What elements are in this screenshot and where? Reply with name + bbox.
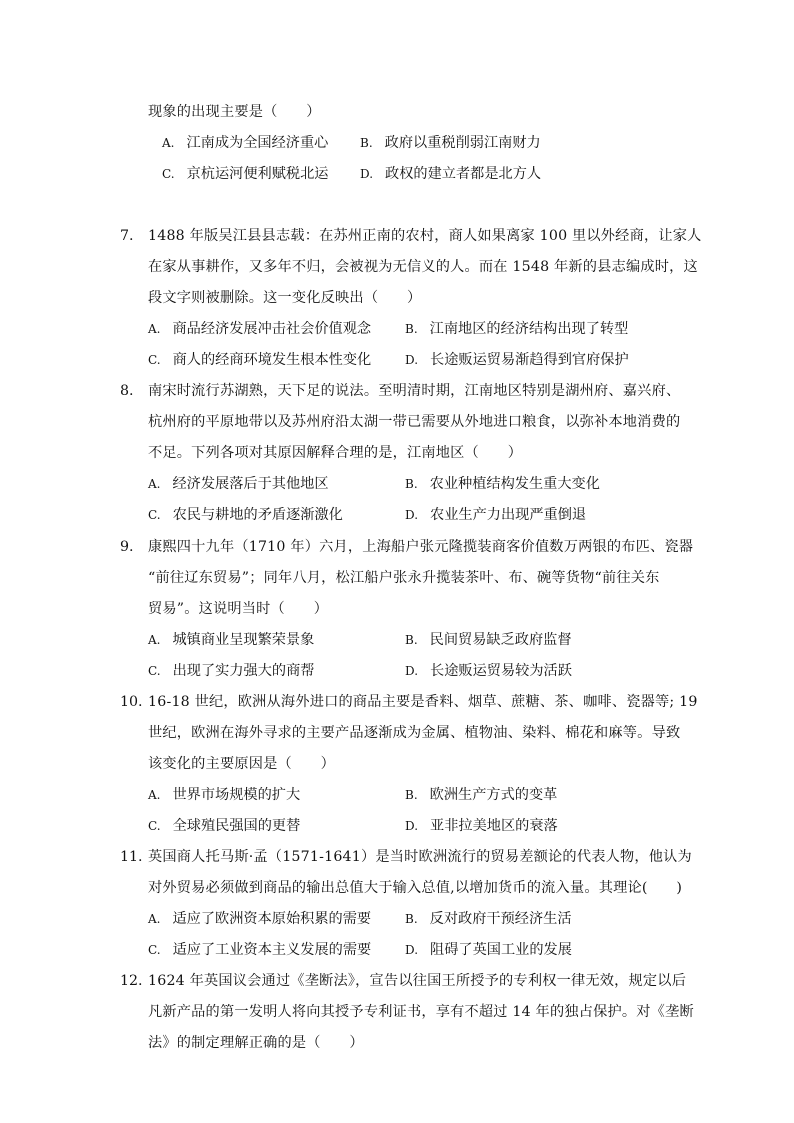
- option-letter: A.: [148, 633, 161, 647]
- q11-option-c: [148, 940, 371, 960]
- question-text-line: 该变化的主要原因是（ ）: [148, 756, 336, 772]
- option-letter: B.: [405, 322, 418, 336]
- option-text: 京杭运河便利赋税北运: [186, 166, 329, 182]
- option-text: 商品经济发展冲击社会价值观念: [172, 321, 372, 337]
- q10-option-c: [148, 816, 300, 836]
- question-number: 8.: [120, 383, 134, 399]
- option-text: 长途贩运贸易较为活跃: [430, 663, 572, 679]
- question-text-line: 南宋时流行苏湖熟，天下足的说法。至明清时期，江南地区特别是湖州府、嘉兴府、: [148, 383, 681, 399]
- q8-option-d: [405, 505, 586, 525]
- question-text-line: 不足。下列各项对其原因解释合理的是，江南地区（ ）: [148, 445, 523, 461]
- question-text-line: 英国商人托马斯·孟（1571-1641）是当时欧洲流行的贸易差额论的代表人物，他认为: [148, 849, 692, 865]
- option-text: 民间贸易缺乏政府监督: [429, 632, 572, 648]
- option-letter: A.: [148, 322, 161, 336]
- question-number: 12.: [120, 973, 143, 989]
- q7-option-c: [148, 350, 371, 370]
- question-number: 11.: [120, 849, 143, 865]
- option-letter: D.: [360, 167, 374, 181]
- option-letter: C.: [148, 508, 161, 522]
- q9-option-b: [405, 630, 572, 650]
- question-number: 9.: [120, 539, 134, 555]
- option-text: 出现了实力强大的商帮: [172, 663, 315, 679]
- q9-option-c: [148, 661, 314, 681]
- option-text: 政权的建立者都是北方人: [385, 166, 542, 182]
- option-letter: C.: [148, 943, 161, 957]
- q6-option-b: [360, 133, 541, 153]
- option-letter: C.: [148, 353, 161, 367]
- question-text-line: 贸易”。这说明当时（ ）: [148, 601, 329, 617]
- option-text: 适应了欧洲资本原始积累的需要: [172, 911, 372, 927]
- option-text: 欧洲生产方式的变革: [429, 787, 558, 803]
- option-text: 农业生产力出现严重倒退: [430, 507, 587, 523]
- q7-option-d: [405, 350, 629, 370]
- question-text-line: 16-18 世纪，欧洲从海外进口的商品主要是香料、烟草、蔗糖、茶、咖啡、瓷器等; 19: [148, 694, 698, 710]
- option-letter: B.: [405, 477, 418, 491]
- question-text-line: 1624 年英国议会通过《垄断法》，宣告以往国王所授予的专利权一律无效，规定以后: [148, 973, 687, 989]
- option-letter: D.: [405, 353, 419, 367]
- q9-option-a: [148, 630, 314, 650]
- q10-option-b: [405, 785, 557, 805]
- option-text: 阻碍了英国工业的发展: [430, 942, 572, 958]
- option-text: 反对政府干预经济生活: [429, 911, 572, 927]
- option-letter: A.: [162, 136, 175, 150]
- option-letter: C.: [148, 664, 161, 678]
- option-letter: B.: [360, 136, 373, 150]
- question-text-line: 对外贸易必须做到商品的输出总值大于输入总值,以增加货币的流入量。其理论( ): [148, 880, 683, 896]
- option-letter: B.: [405, 912, 418, 926]
- q11-option-a: [148, 909, 371, 929]
- q6-option-a: [162, 133, 328, 153]
- option-text: 亚非拉美地区的衰落: [430, 818, 558, 834]
- option-letter: D.: [405, 508, 419, 522]
- option-text: 适应了工业资本主义发展的需要: [172, 942, 372, 958]
- q6-option-d: [360, 164, 541, 184]
- option-text: 政府以重税削弱江南财力: [384, 135, 541, 151]
- q11-option-d: [405, 940, 572, 960]
- option-text: 江南成为全国经济重心: [186, 135, 329, 151]
- q8-option-c: [148, 505, 343, 525]
- question-text-line: 法》的制定理解正确的是（ ）: [148, 1035, 364, 1051]
- q11-option-b: [405, 909, 572, 929]
- question-text-line: 1488 年版吴江县县志载：在苏州正南的农村，商人如果离家 100 里以外经商，让家人: [148, 228, 702, 244]
- option-letter: A.: [148, 788, 161, 802]
- question-text-line: “前往辽东贸易”；同年八月，松江船户张永升揽装茶叶、布、碗等货物“前往关东: [148, 570, 660, 586]
- option-text: 商人的经商环境发生根本性变化: [172, 352, 372, 368]
- option-letter: C.: [148, 819, 161, 833]
- option-text: 经济发展落后于其他地区: [172, 476, 329, 492]
- question-text-line: 段文字则被删除。这一变化反映出（ ）: [148, 290, 422, 306]
- option-letter: A.: [148, 912, 161, 926]
- question-6-stem-continuation: 现象的出现主要是（ ）: [148, 104, 321, 120]
- option-letter: A.: [148, 477, 161, 491]
- option-letter: D.: [405, 819, 419, 833]
- q10-option-d: [405, 816, 558, 836]
- q8-option-b: [405, 474, 600, 494]
- question-text-line: 世纪，欧洲在海外寻求的主要产品逐渐成为金属、植物油、染料、棉花和麻等。导致: [148, 725, 681, 741]
- option-letter: D.: [405, 943, 419, 957]
- option-letter: B.: [405, 788, 418, 802]
- option-letter: B.: [405, 633, 418, 647]
- option-letter: C.: [162, 167, 175, 181]
- option-text: 全球殖民强国的更替: [172, 818, 301, 834]
- q10-option-a: [148, 785, 300, 805]
- q7-option-b: [405, 319, 628, 339]
- option-text: 世界市场规模的扩大: [172, 787, 301, 803]
- option-letter: D.: [405, 664, 419, 678]
- question-number: 10.: [120, 694, 143, 710]
- option-text: 农民与耕地的矛盾逐渐激化: [172, 507, 343, 523]
- q9-option-d: [405, 661, 572, 681]
- question-text-line: 康熙四十九年（1710 年）六月，上海船户张元隆揽装商客价值数万两银的布匹、瓷器: [148, 539, 694, 555]
- q6-option-c: [162, 164, 328, 184]
- question-text-line: 杭州府的平原地带以及苏州府沿太湖一带已需要从外地进口粮食，以弥补本地消费的: [148, 414, 681, 430]
- question-number: 7.: [120, 228, 134, 244]
- q8-option-a: [148, 474, 329, 494]
- option-text: 江南地区的经济结构出现了转型: [429, 321, 629, 337]
- q7-option-a: [148, 319, 371, 339]
- question-text-line: 凡新产品的第一发明人将向其授予专利证书，享有不超过 14 年的独占保护。对《垄断: [148, 1004, 694, 1020]
- option-text: 农业种植结构发生重大变化: [429, 476, 600, 492]
- question-text-line: 在家从事耕作，又多年不归，会被视为无信义的人。而在 1548 年新的县志编成时，这: [148, 259, 698, 275]
- option-text: 城镇商业呈现繁荣景象: [172, 632, 315, 648]
- option-text: 长途贩运贸易渐趋得到官府保护: [430, 352, 629, 368]
